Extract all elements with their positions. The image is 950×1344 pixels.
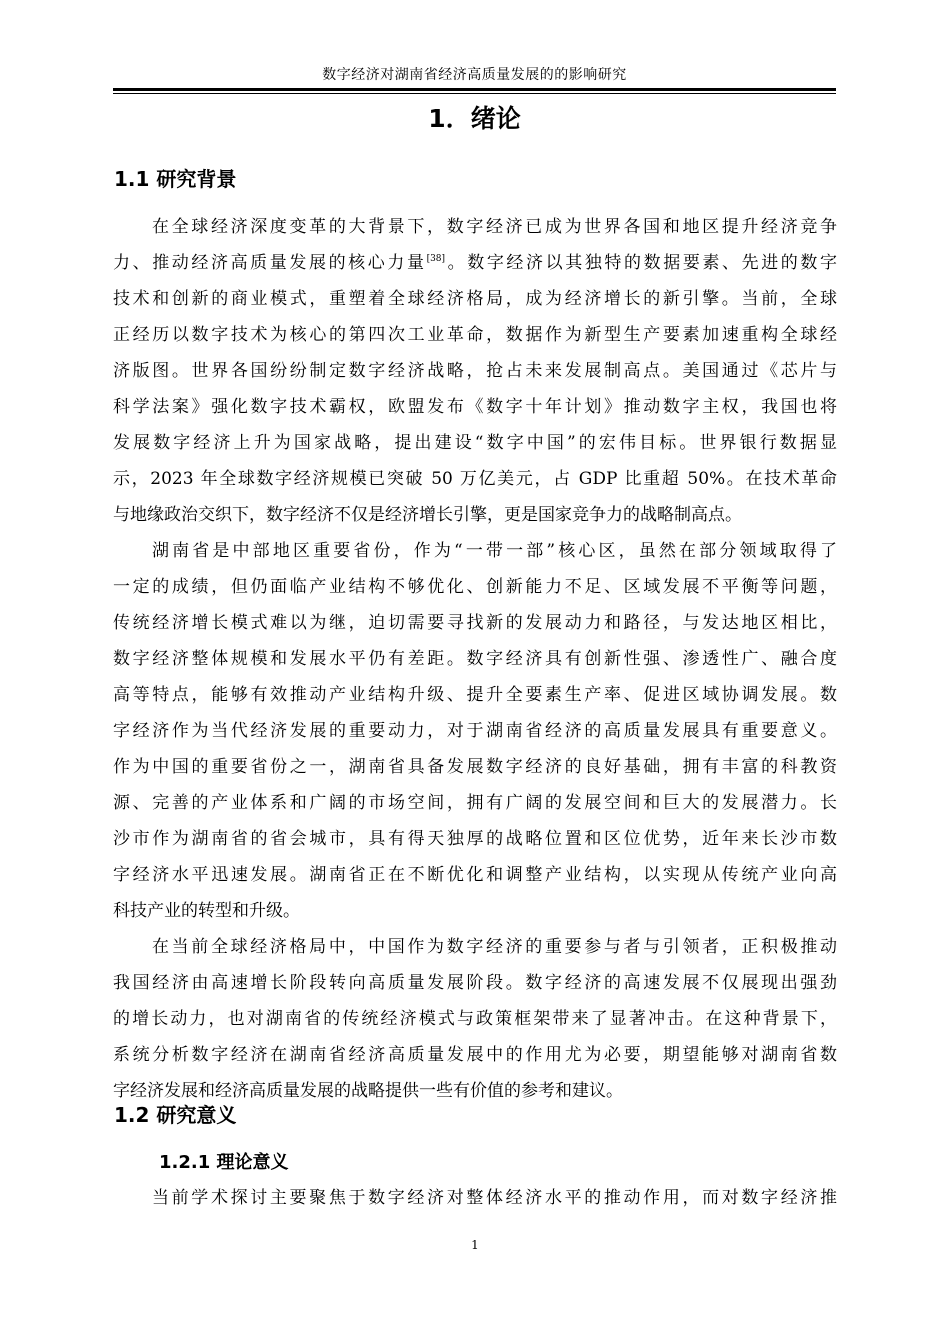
section-heading-1-2: 1.2 研究意义 <box>114 1103 237 1127</box>
text-run: 力、推动经济高质量发展的核心力量 <box>113 253 427 273</box>
paragraph-line: 字经济作为当代经济发展的重要动力，对于湖南省经济的高质量发展具有重要意义。 <box>113 721 837 741</box>
paragraph-line: 湖南省是中部地区重要省份，作为“一带一部”核心区，虽然在部分领域取得了 <box>152 541 837 561</box>
text-run: 。数字经济以其独特的数据要素、先进的数字 <box>445 253 837 273</box>
paragraph-line: 与地缘政治交织下，数字经济不仅是经济增长引擎，更是国家竞争力的战略制高点。 <box>113 505 742 525</box>
paragraph-line: 数字经济整体规模和发展水平仍有差距。数字经济具有创新性强、渗透性广、融合度 <box>113 649 837 669</box>
paragraph-line: 的增长动力，也对湖南省的传统经济模式与政策框架带来了显著冲击。在这种背景下， <box>113 1009 837 1029</box>
paragraph-2 <box>113 533 837 929</box>
paragraph-line: 在全球经济深度变革的大背景下，数字经济已成为世界各国和地区提升经济竞争 <box>152 217 837 237</box>
paragraph-line: 我国经济由高速增长阶段转向高质量发展阶段。数字经济的高速发展不仅展现出强劲 <box>113 973 837 993</box>
paragraph-line <box>113 245 837 281</box>
paragraph-line: 发展数字经济上升为国家战略，提出建设“数字中国”的宏伟目标。世界银行数据显 <box>113 433 837 453</box>
paragraph-4 <box>113 1180 837 1216</box>
paragraph-line: 济版图。世界各国纷纷制定数字经济战略，抢占未来发展制高点。美国通过《芯片与 <box>113 361 837 381</box>
paragraph-line: 一定的成绩，但仍面临产业结构不够优化、创新能力不足、区域发展不平衡等问题， <box>113 577 837 597</box>
paragraph-line: 科学法案》强化数字技术霸权，欧盟发布《数字十年计划》推动数字主权，我国也将 <box>113 397 837 417</box>
paragraph-line: 科技产业的转型和升级。 <box>113 901 300 921</box>
paragraph-line: 在当前全球经济格局中，中国作为数字经济的重要参与者与引领者，正积极推动 <box>152 937 837 957</box>
header-rule-thick <box>113 88 836 91</box>
paragraph-line: 正经历以数字技术为核心的第四次工业革命，数据作为新型生产要素加速重构全球经 <box>113 325 837 345</box>
paragraph-line: 源、完善的产业体系和广阔的市场空间，拥有广阔的发展空间和巨大的发展潜力。长 <box>113 793 837 813</box>
paragraph-line: 沙市作为湖南省的省会城市，具有得天独厚的战略位置和区位优势，近年来长沙市数 <box>113 829 837 849</box>
section-heading-1-1: 1.1 研究背景 <box>114 167 237 191</box>
paragraph-line: 示，2023 年全球数字经济规模已突破 50 万亿美元，占 GDP 比重超 50%。在技术革命 <box>113 469 837 489</box>
running-header: 数字经济对湖南省经济高质量发展的的影响研究 <box>322 67 627 83</box>
header-rule-thin <box>113 93 836 94</box>
page-number: 1 <box>471 1238 479 1252</box>
paragraph-line: 系统分析数字经济在湖南省经济高质量发展中的作用尤为必要，期望能够对湖南省数 <box>113 1045 837 1065</box>
paragraph-3 <box>113 929 837 1109</box>
paragraph-line: 技术和创新的商业模式，重塑着全球经济格局，成为经济增长的新引擎。当前，全球 <box>113 289 837 309</box>
paragraph-1 <box>113 209 837 533</box>
chapter-title: 1．绪论 <box>428 104 521 133</box>
paragraph-line: 高等特点，能够有效推动产业结构升级、提升全要素生产率、促进区域协调发展。数 <box>113 685 837 705</box>
citation-marker[interactable]: [38] <box>426 254 446 264</box>
paragraph-line: 字经济水平迅速发展。湖南省正在不断优化和调整产业结构，以实现从传统产业向高 <box>113 865 837 885</box>
paragraph-line: 作为中国的重要省份之一，湖南省具备发展数字经济的良好基础，拥有丰富的科教资 <box>113 757 837 777</box>
paragraph-line: 传统经济增长模式难以为继，迫切需要寻找新的发展动力和路径，与发达地区相比， <box>113 613 837 633</box>
paragraph-line: 字经济发展和经济高质量发展的战略提供一些有价值的参考和建议。 <box>113 1081 623 1101</box>
paragraph-line: 当前学术探讨主要聚焦于数字经济对整体经济水平的推动作用，而对数字经济推 <box>152 1188 837 1208</box>
subsection-heading-1-2-1: 1.2.1 理论意义 <box>159 1152 289 1173</box>
